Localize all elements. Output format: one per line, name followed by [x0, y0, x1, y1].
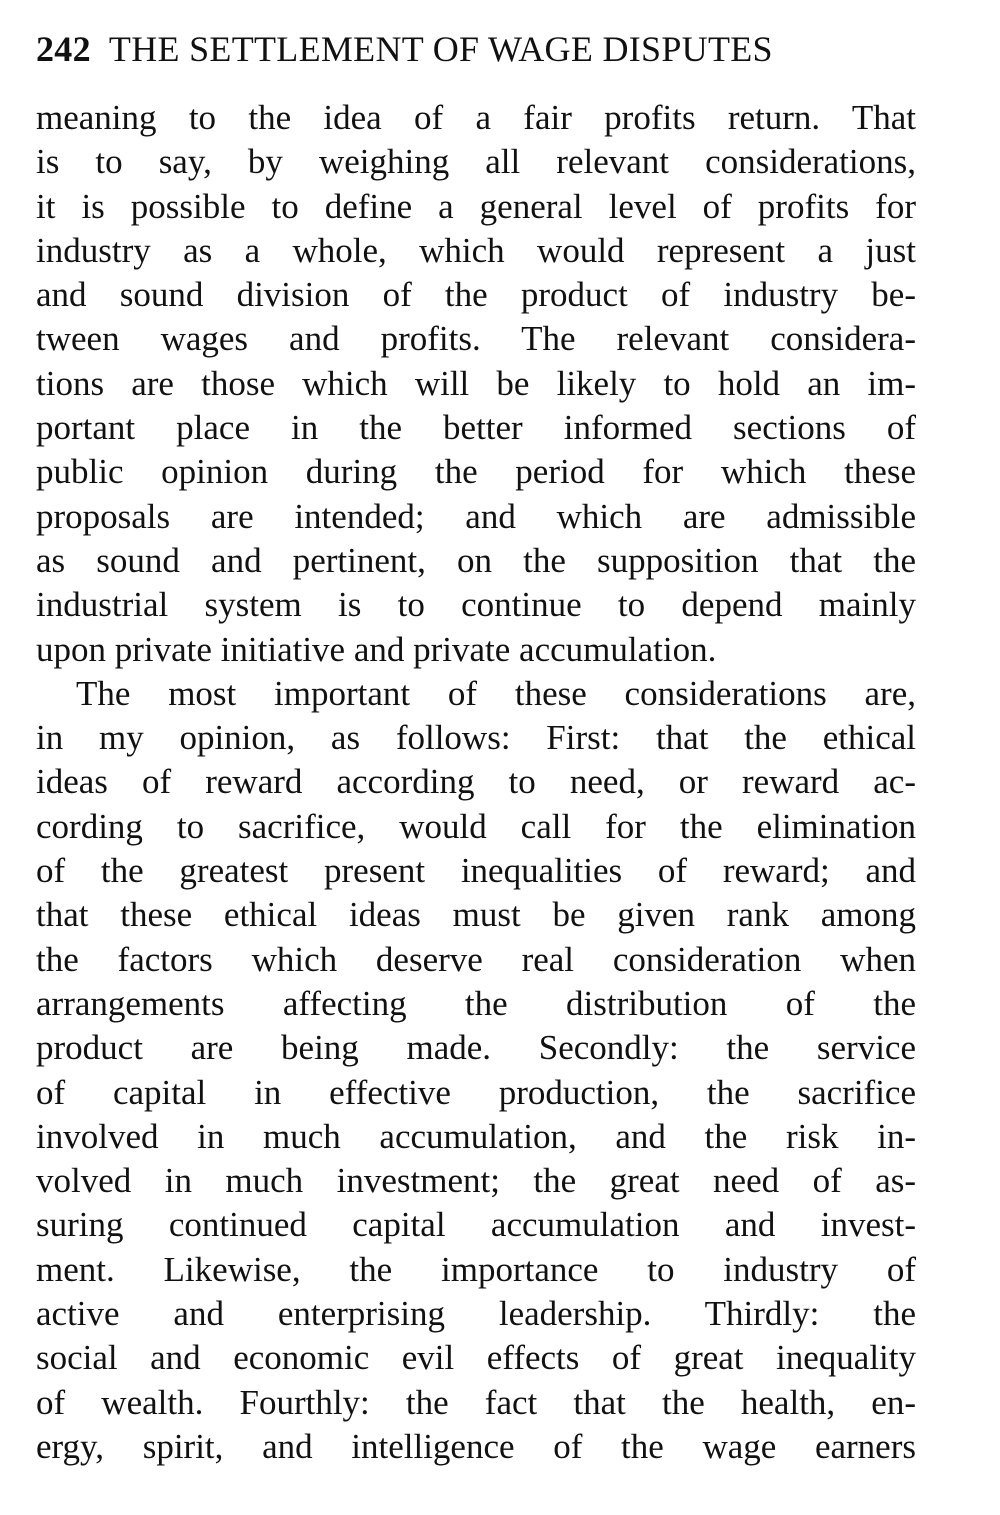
text-line: of the greatest present inequalities of reward; and — [36, 851, 916, 891]
text-line: upon private initiative and private accumulation. — [36, 629, 717, 669]
text-line: suring continued capital accumulation and invest- — [36, 1205, 916, 1245]
text-line: of wealth. Fourthly: the fact that the health, en- — [36, 1382, 916, 1422]
text-line: industrial system is to continue to depend mainly — [36, 585, 916, 625]
text-line: proposals are intended; and which are admissible — [36, 496, 916, 536]
running-title: THE SETTLEMENT OF WAGE DISPUTES — [108, 29, 773, 69]
text-line: meaning to the idea of a fair profits return. That — [36, 98, 916, 137]
text-line: volved in much investment; the great need of as- — [36, 1161, 916, 1201]
text-line: product are being made. Secondly: the service — [36, 1028, 916, 1068]
text-line: in my opinion, as follows: First: that the ethical — [36, 718, 916, 758]
page-number: 242 — [36, 29, 91, 69]
text-line: The most important of these considerations are, — [76, 673, 916, 713]
paragraph — [36, 96, 916, 672]
running-head — [36, 24, 916, 74]
text-line: it is possible to define a general level of profits for — [36, 186, 916, 226]
text-line: ergy, spirit, and intelligence of the wage earners — [36, 1426, 916, 1466]
text-line: industry as a whole, which would represent a just — [36, 230, 916, 270]
text-line: cording to sacrifice, would call for the elimination — [36, 806, 916, 846]
text-line: that these ethical ideas must be given rank among — [36, 895, 916, 935]
text-line: arrangements affecting the distribution of the — [36, 983, 916, 1023]
paragraph — [36, 672, 916, 1469]
text-line: as sound and pertinent, on the supposition that the — [36, 540, 916, 580]
body-text — [36, 96, 916, 1469]
text-line: tions are those which will be likely to hold an im- — [36, 363, 916, 403]
text-line: of capital in effective production, the sacrifice — [36, 1072, 916, 1112]
text-line: portant place in the better informed sections of — [36, 408, 916, 448]
text-line: involved in much accumulation, and the risk in- — [36, 1116, 916, 1156]
text-line: the factors which deserve real consideration when — [36, 939, 916, 979]
text-line: social and economic evil effects of great inequality — [36, 1338, 916, 1378]
text-line: and sound division of the product of industry be- — [36, 275, 916, 315]
text-line: ment. Likewise, the importance to industry of — [36, 1249, 916, 1289]
text-line: is to say, by weighing all relevant considerations, — [36, 142, 916, 182]
text-line: public opinion during the period for which these — [36, 452, 916, 492]
text-line: tween wages and profits. The relevant considera- — [36, 319, 916, 359]
text-line: ideas of reward according to need, or reward ac- — [36, 762, 916, 802]
text-line: active and enterprising leadership. Thirdly: the — [36, 1294, 916, 1334]
